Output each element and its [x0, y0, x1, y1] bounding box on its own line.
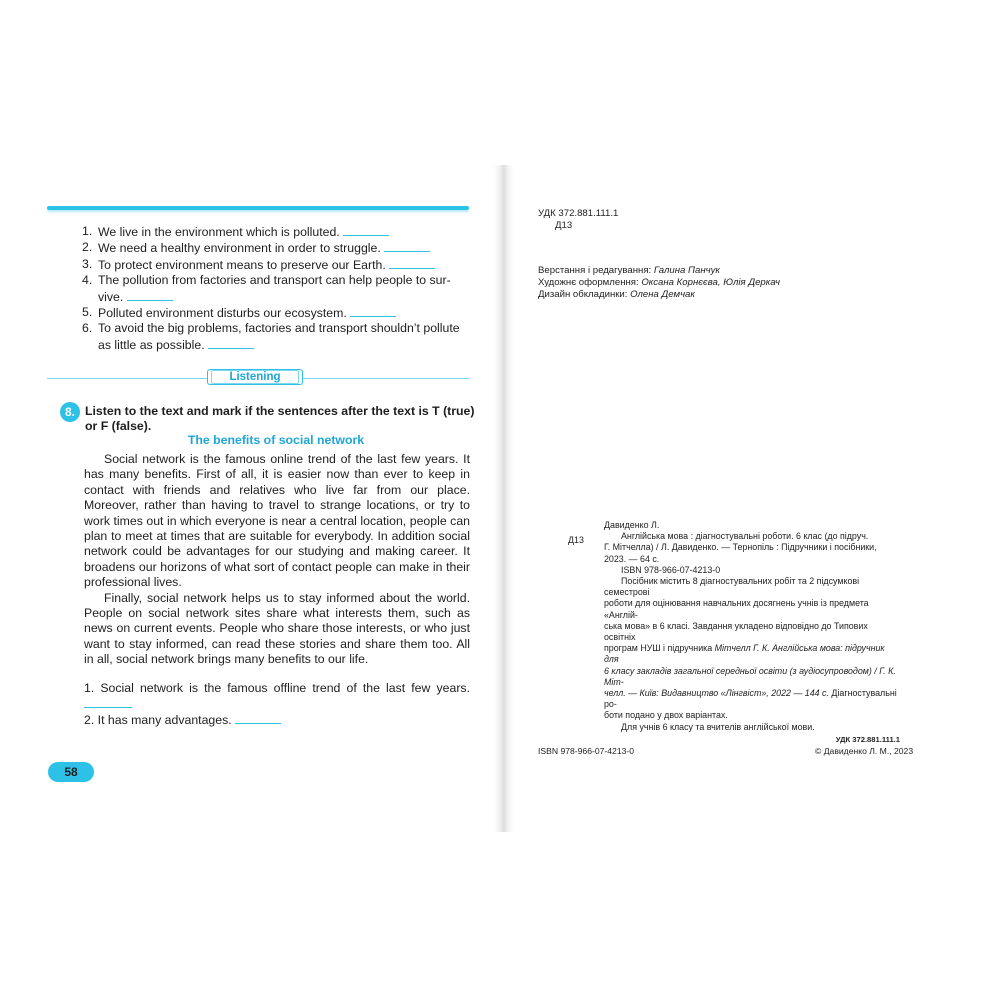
credit-name: Галина Панчук — [653, 265, 720, 276]
library-code: Д13 — [555, 220, 573, 231]
bib-annotation-italic: Мітчелл Г. К. Англійська мова: підручник для — [604, 643, 885, 665]
bib-audience: Для учнів 6 класу та вчителів англійської мови. — [621, 721, 815, 732]
story-title: The benefits of social network — [187, 433, 365, 447]
list-item — [82, 224, 472, 240]
answer-blank[interactable] — [384, 240, 430, 252]
footer-isbn: ISBN 978-966-07-4213-0 — [538, 746, 635, 756]
item-text-continued: as little as possible. — [98, 337, 205, 352]
bib-annotation-italic: 6 класу закладів загальної середньої освіти (з аудіосупроводом) / Г. К. Міт- — [604, 665, 896, 687]
answer-blank[interactable] — [84, 696, 132, 708]
bib-isbn: ISBN 978-966-07-4213-0 — [621, 564, 721, 575]
credit-name: Олена Демчак — [630, 289, 695, 300]
bib-annotation-line: боти подано у двох варіантах. — [604, 710, 728, 721]
udk-code: УДК 372.881.111.1 — [538, 208, 619, 219]
bib-annotation-line — [604, 643, 900, 665]
list-item — [82, 273, 472, 305]
item-number: 6. — [82, 321, 93, 336]
bib-annotation-text: Діагностувальні ро- — [604, 688, 897, 710]
story-paragraph: Finally, social network helps us to stay informed about the world. People on social network sites share what interests them, such as news on current events. People who share those interests, or who just want to stay informed, can read these stories and share them too. All in all, social network brings many benefits to our life. — [84, 590, 470, 667]
bib-annotation-italic: челл. — Київ: Видавництво «Лінгвіст», 2022 — 144 с. — [604, 688, 829, 699]
bibliographic-record — [604, 520, 900, 745]
section-divider-right — [303, 378, 469, 379]
answer-blank[interactable] — [389, 257, 435, 269]
list-item — [82, 321, 472, 353]
question-text: 2. It has many advantages. — [84, 712, 232, 727]
item-number: 4. — [82, 273, 93, 288]
section-header-listening — [207, 369, 303, 385]
item-number: 5. — [82, 305, 93, 320]
item-text-continued: vive. — [98, 289, 124, 304]
credit-role: Художнє оформлення: — [538, 277, 639, 288]
item-text: To avoid the big problems, factories and transport shouldn’t pollute — [98, 321, 460, 336]
story-text — [84, 452, 470, 668]
credit-role: Верстання і редагування: — [538, 265, 652, 276]
item-text: Polluted environment disturbs our ecosystem. — [98, 306, 347, 321]
section-label: Listening — [211, 370, 299, 384]
bib-annotation-line: роботи для оцінювання навчальних досягнень учнів із предмета «Англій- — [604, 598, 869, 620]
footer-copyright: © Давиденко Л. М., 2023 — [815, 746, 914, 756]
answer-blank[interactable] — [350, 305, 396, 317]
list-item — [82, 257, 472, 273]
top-accent-rule — [47, 206, 469, 210]
item-text: We live in the environment which is polluted. — [98, 225, 340, 239]
task-instruction-line: Listen to the text and mark if the sentences after the text is T (true) — [85, 404, 475, 418]
credit-name: Оксана Корнєєва, Юлія Деркач — [641, 277, 780, 288]
answer-blank[interactable] — [343, 224, 389, 236]
bib-annotation-line — [604, 688, 900, 710]
credit-line — [538, 265, 780, 277]
answer-blank[interactable] — [127, 289, 173, 301]
bib-annotation-line: ська мова» в 6 класі. Завдання укладено відповідно до Типових освітніх — [604, 620, 868, 643]
page-number-badge: 58 — [48, 762, 94, 782]
statement-list — [82, 224, 472, 353]
list-item — [82, 240, 472, 256]
credits-list — [538, 265, 780, 301]
bib-title-line: Г. Мітчелла) / Л. Давиденко. — Тернопіль : Підручники і посібники, — [604, 542, 877, 553]
credit-line — [538, 277, 780, 289]
bib-udk: УДК 372.881.111.1 — [835, 734, 900, 744]
bib-annotation-text: програм НУШ і підручника — [604, 643, 715, 654]
task-number-badge: 8. — [60, 402, 80, 422]
bib-title-line: 2023. — 64 с. — [604, 553, 660, 564]
bib-library-code: Д13 — [568, 535, 584, 545]
bib-annotation-line: Посібник містить 8 діагностувальних робіт та 2 підсумкові семестрові — [604, 576, 860, 598]
list-item — [82, 305, 472, 321]
item-text: The pollution from factories and transport can help people to sur- — [98, 273, 451, 288]
section-divider-left — [47, 378, 207, 379]
item-text: We need a healthy environment in order to struggle. — [98, 241, 381, 256]
item-number: 2. — [82, 240, 93, 255]
bib-annotation-line — [604, 666, 900, 688]
question-item: 1. Social network is the famous offline trend of the last few years. — [84, 681, 470, 695]
question-list — [84, 681, 470, 728]
task-instruction — [85, 404, 475, 435]
answer-blank[interactable] — [208, 337, 254, 349]
credit-role: Дизайн обкладинки: — [538, 289, 628, 300]
task-instruction-line: or F (false). — [85, 419, 152, 434]
bib-title-line: Англійська мова : діагностувальні роботи. 6 клас (до підруч. — [621, 531, 869, 542]
bib-author: Давиденко Л. — [604, 520, 660, 530]
credit-line — [538, 289, 780, 301]
story-paragraph: Social network is the famous online trend of the last few years. It has many benefits. First of all, it is easier now than ever to keep in contact with friends and relatives who live far from our place. Moreover, rather than having to travel to strange locations, or try to work times out in which everyone is near a central location, people can plan to meet at times that are suitable for everybody. In addition social network could be advantages for our studying and making career. It broadens our horizons of what sort of contact people can make in their professional lives. — [84, 452, 470, 590]
answer-blank[interactable] — [235, 712, 281, 724]
book-gutter-shadow — [494, 165, 514, 832]
item-number: 3. — [82, 256, 93, 271]
item-number: 1. — [82, 224, 93, 238]
question-item — [84, 712, 470, 728]
item-text: To protect environment means to preserve our Earth. — [98, 257, 386, 272]
